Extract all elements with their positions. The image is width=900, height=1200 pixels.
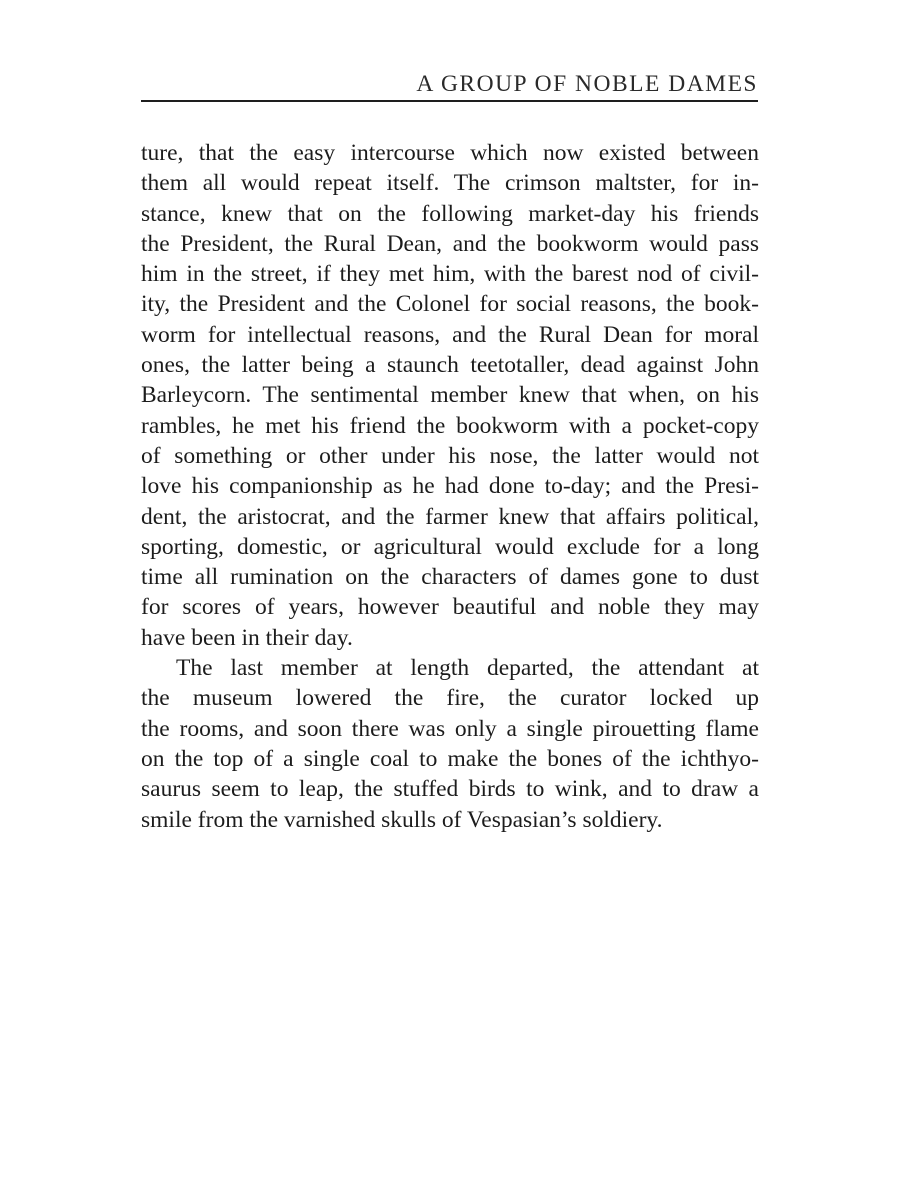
text-line: ture, that the easy intercourse which now existed between (141, 140, 759, 166)
text-line: saurus seem to leap, the stuffed birds to wink, and to draw a (141, 776, 759, 803)
text-line: on the top of a single coal to make the bones of the ichthyo- (141, 745, 759, 772)
text-line: for scores of years, however beautiful and noble they may (141, 594, 759, 621)
text-line: them all would repeat itself. The crimson maltster, for in- (141, 170, 759, 197)
text-line: The last member at length departed, the attendant at (176, 655, 759, 682)
text-line: love his companionship as he had done to-day; and the Presi- (141, 473, 759, 500)
paragraph-2 (141, 653, 759, 835)
text-line: ity, the President and the Colonel for social reasons, the book- (141, 291, 759, 318)
running-head-title: A GROUP OF NOBLE DAMES (416, 71, 758, 97)
text-line: him in the street, if they met him, with the barest nod of civil- (141, 261, 759, 288)
text-line: rambles, he met his friend the bookworm with a pocket-copy (141, 412, 759, 439)
text-line: have been in their day. (141, 624, 353, 651)
text-line: the President, the Rural Dean, and the bookworm would pass (141, 230, 759, 257)
text-line: time all rumination on the characters of dames gone to dust (141, 564, 759, 591)
text-line: Barleycorn. The sentimental member knew that when, on his (141, 382, 759, 409)
body-text (141, 138, 759, 835)
text-line: smile from the varnished skulls of Vespasian’s soldiery. (141, 806, 663, 833)
text-line: the museum lowered the fire, the curator locked up (141, 685, 759, 712)
text-line: the rooms, and soon there was only a single pirouetting flame (141, 715, 759, 742)
text-line: ones, the latter being a staunch teetotaller, dead against John (141, 352, 759, 379)
text-line: stance, knew that on the following market-day his friends (141, 200, 759, 227)
text-line: dent, the aristocrat, and the farmer knew that affairs political, (141, 503, 759, 530)
paragraph-1 (141, 138, 759, 653)
text-line: sporting, domestic, or agricultural would exclude for a long (141, 533, 759, 560)
text-line: worm for intellectual reasons, and the Rural Dean for moral (141, 321, 759, 348)
header-rule (141, 100, 758, 102)
text-line: of something or other under his nose, the latter would not (141, 442, 759, 469)
